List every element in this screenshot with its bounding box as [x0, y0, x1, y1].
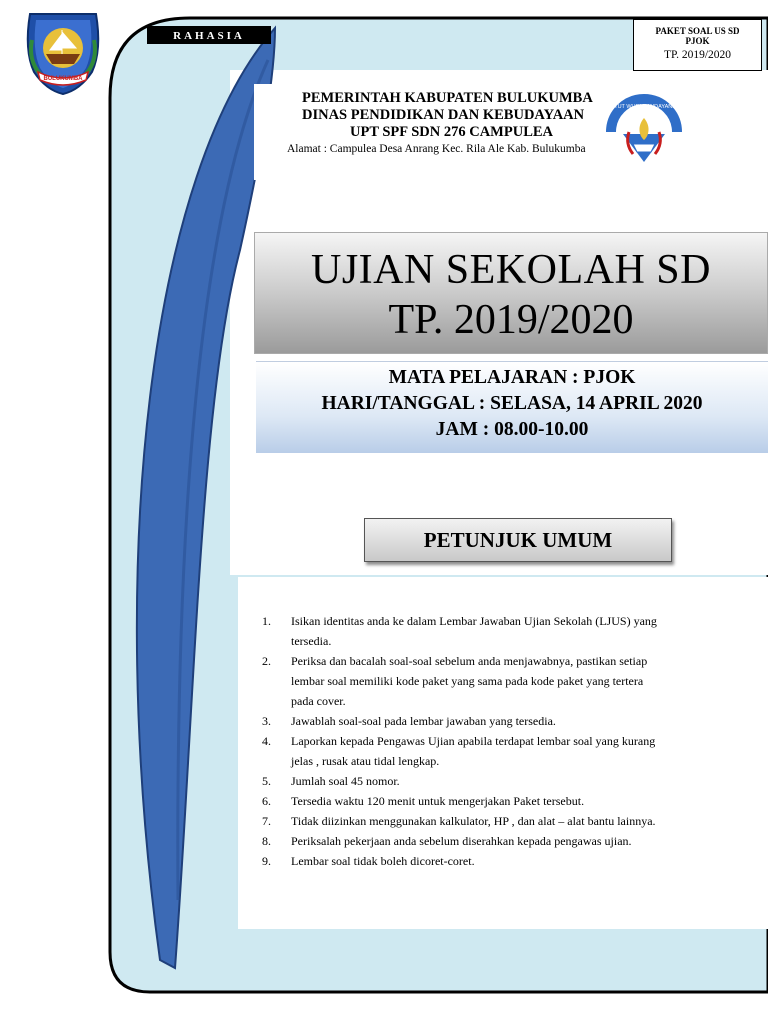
instructions-list [262, 611, 762, 871]
instruction-item [262, 651, 762, 711]
instruction-text: pada cover. [291, 694, 346, 708]
instruction-item [262, 831, 762, 851]
instruction-item [262, 731, 762, 771]
exam-year: TP. 2019/2020 [388, 297, 634, 343]
header-government: PEMERINTAH KABUPATEN BULUKUMBA [302, 90, 593, 106]
instruction-text: Jawablah soal-soal pada lembar jawaban yang tersedia. [291, 714, 556, 728]
instruction-text: lembar soal memiliki kode paket yang sama pada kode paket yang tertera [291, 674, 644, 688]
instruction-text: Isikan identitas anda ke dalam Lembar Jawaban Ujian Sekolah (LJUS) yang [291, 614, 657, 628]
instruction-number: 1. [262, 614, 271, 628]
instruction-number: 7. [262, 814, 271, 828]
instruction-text: Tidak diizinkan menggunakan kalkulator, HP , dan alat – alat bantu lainnya. [291, 814, 656, 828]
regency-logo [22, 10, 104, 96]
instruction-text: jelas , rusak atau tidal lengkap. [291, 754, 440, 768]
exam-time: JAM : 08.00-10.00 [435, 419, 589, 440]
instruction-text: Periksalah pekerjaan anda sebelum diserahkan kepada pengawas ujian. [291, 834, 632, 848]
instruction-text: Lembar soal tidak boleh dicoret-coret. [291, 854, 475, 868]
tut-wuri-ribbon: TUT WURI HANDAYANI [614, 104, 674, 110]
exam-subject-box [256, 361, 768, 453]
instruction-item [262, 771, 762, 791]
instruction-item [262, 791, 762, 811]
instruction-number: 8. [262, 834, 271, 848]
package-title: PAKET SOAL US SD [655, 26, 740, 36]
instruction-number: 5. [262, 774, 271, 788]
regency-logo-ribbon: BULUKUMBA [43, 76, 83, 82]
instruction-text: Periksa dan bacalah soal-soal sebelum anda menjawabnya, pastikan setiap [291, 654, 648, 668]
instruction-number: 3. [262, 714, 271, 728]
instruction-text: Laporkan kepada Pengawas Ujian apabila terdapat lembar soal yang kurang [291, 734, 656, 748]
instruction-number: 4. [262, 734, 271, 748]
instruction-item [262, 851, 762, 871]
instructions-panel [238, 577, 768, 929]
instruction-text: tersedia. [291, 634, 332, 648]
exam-date: HARI/TANGGAL : SELASA, 14 APRIL 2020 [321, 393, 703, 414]
header-address: Alamat : Campulea Desa Anrang Kec. Rila Ale Kab. Bulukumba [287, 143, 586, 155]
instruction-number: 9. [262, 854, 271, 868]
instruction-item [262, 711, 762, 731]
exam-title-box [254, 232, 768, 354]
header-school: UPT SPF SDN 276 CAMPULEA [350, 124, 554, 140]
tut-wuri-handayani-logo [603, 92, 685, 172]
exam-subject: MATA PELAJARAN : PJOK [388, 367, 636, 388]
instruction-number: 2. [262, 654, 271, 668]
instruction-text: Jumlah soal 45 nomor. [291, 774, 400, 788]
instruction-item [262, 811, 762, 831]
instruction-item [262, 611, 762, 651]
header-department: DINAS PENDIDIKAN DAN KEBUDAYAAN [302, 107, 585, 123]
package-info-box [633, 19, 762, 71]
confidential-tag: RAHASIA [147, 26, 271, 44]
instruction-text: Tersedia waktu 120 menit untuk mengerjakan Paket tersebut. [291, 794, 585, 808]
package-year: TP. 2019/2020 [663, 49, 732, 61]
package-subject: PJOK [685, 36, 710, 46]
general-instructions-heading: PETUNJUK UMUM [364, 518, 672, 562]
exam-title: UJIAN SEKOLAH SD [310, 247, 711, 293]
instruction-number: 6. [262, 794, 271, 808]
